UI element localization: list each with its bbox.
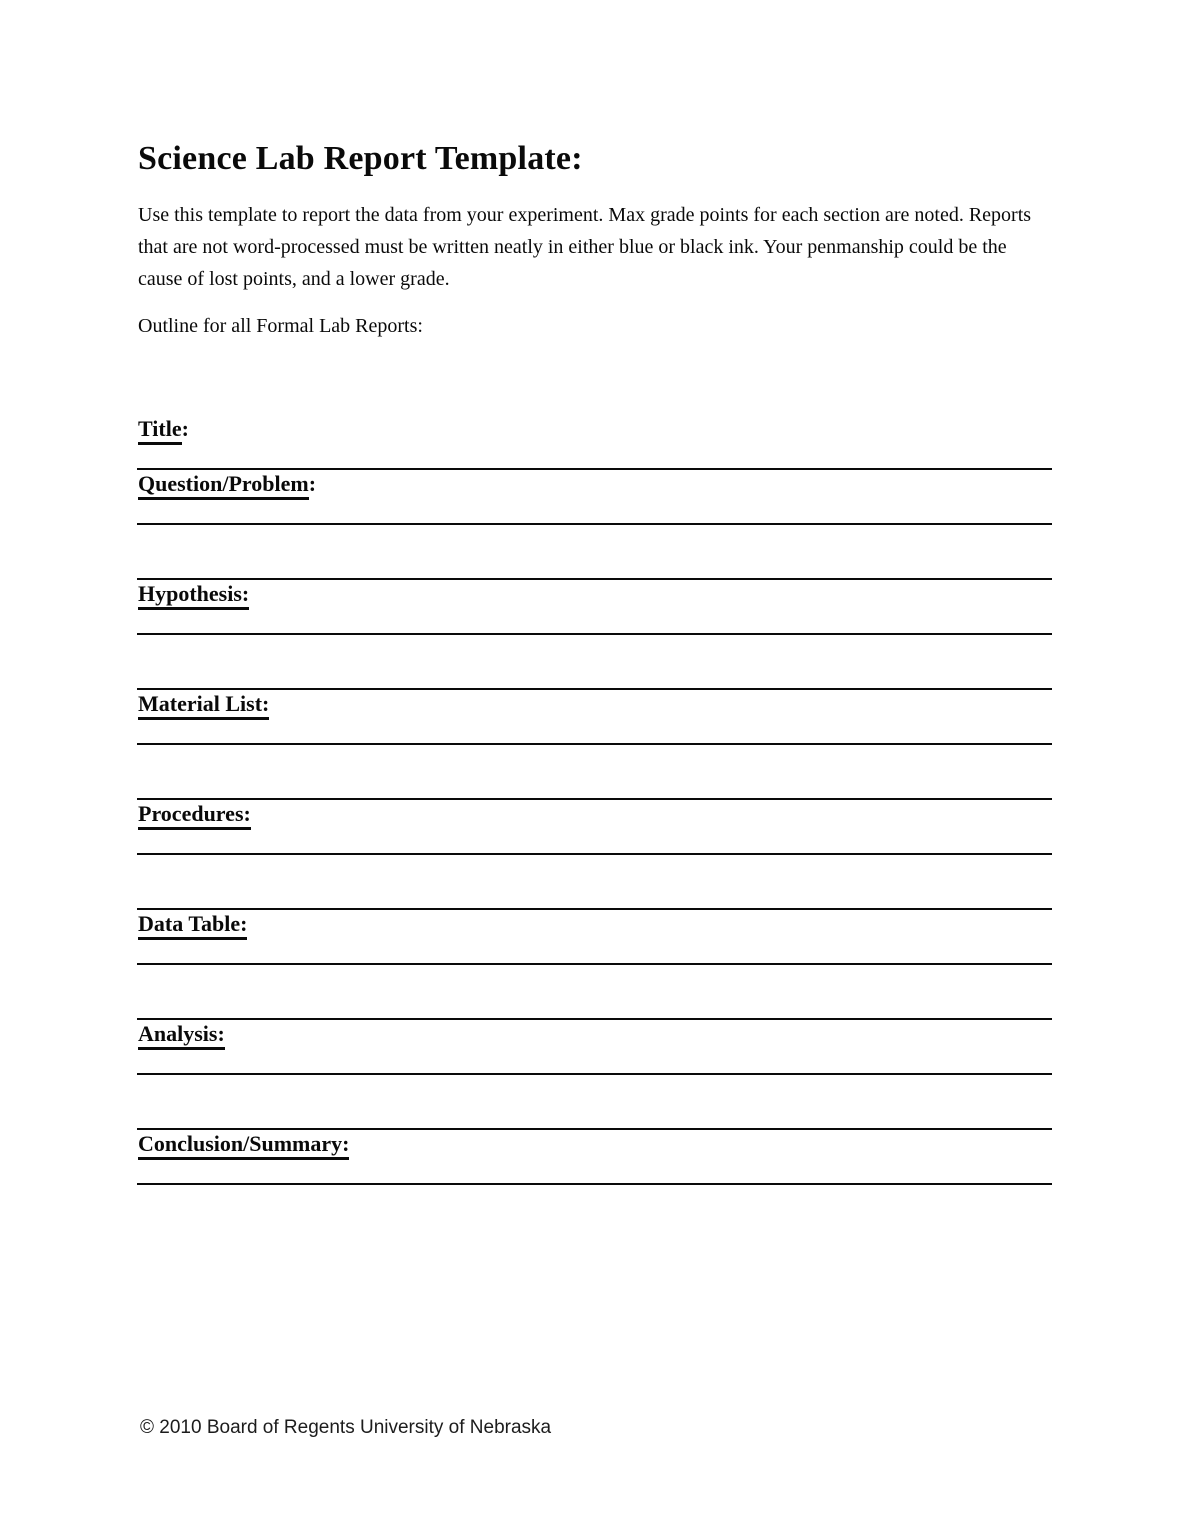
answer-line — [137, 688, 1052, 690]
section-heading-material-list — [138, 693, 269, 720]
section-heading-hypothesis — [138, 583, 249, 610]
answer-line — [137, 1183, 1052, 1185]
section-heading-title — [138, 418, 189, 445]
answer-line — [137, 1073, 1052, 1075]
section-colon-title: : — [181, 416, 189, 441]
copyright-footer: © 2010 Board of Regents University of Nebraska — [140, 1417, 552, 1438]
section-label-question-problem: Question/Problem — [138, 473, 309, 500]
answer-line — [137, 1128, 1052, 1130]
section-heading-conclusion-summary — [138, 1133, 349, 1160]
section-label-analysis: Analysis: — [138, 1023, 225, 1050]
answer-line — [137, 468, 1052, 470]
answer-line — [137, 798, 1052, 800]
section-label-conclusion-summary: Conclusion/Summary: — [138, 1133, 349, 1160]
section-heading-procedures — [138, 803, 251, 830]
intro-paragraph: Use this template to report the data from your experiment. Max grade points for each section are noted. Reports that are not word-processed must be written neatly in either blue or black ink. Your penmanship could be the cause of lost points, and a lower grade. — [138, 204, 1032, 290]
answer-line — [137, 963, 1052, 965]
answer-line — [137, 578, 1052, 580]
outline-label: Outline for all Formal Lab Reports: — [138, 315, 423, 337]
answer-line — [137, 523, 1052, 525]
section-heading-data-table — [138, 913, 247, 940]
page-title: Science Lab Report Template: — [138, 140, 583, 177]
section-heading-question-problem — [138, 473, 316, 500]
answer-line — [137, 633, 1052, 635]
section-label-material-list: Material List: — [138, 693, 269, 720]
section-label-procedures: Procedures: — [138, 803, 251, 830]
section-label-data-table: Data Table: — [138, 913, 247, 940]
section-heading-analysis — [138, 1023, 225, 1050]
answer-line — [137, 853, 1052, 855]
section-colon-question-problem: : — [308, 471, 317, 496]
section-label-title: Title — [138, 418, 182, 445]
answer-line — [137, 743, 1052, 745]
answer-line — [137, 1018, 1052, 1020]
answer-line — [137, 908, 1052, 910]
section-label-hypothesis: Hypothesis: — [138, 583, 249, 610]
